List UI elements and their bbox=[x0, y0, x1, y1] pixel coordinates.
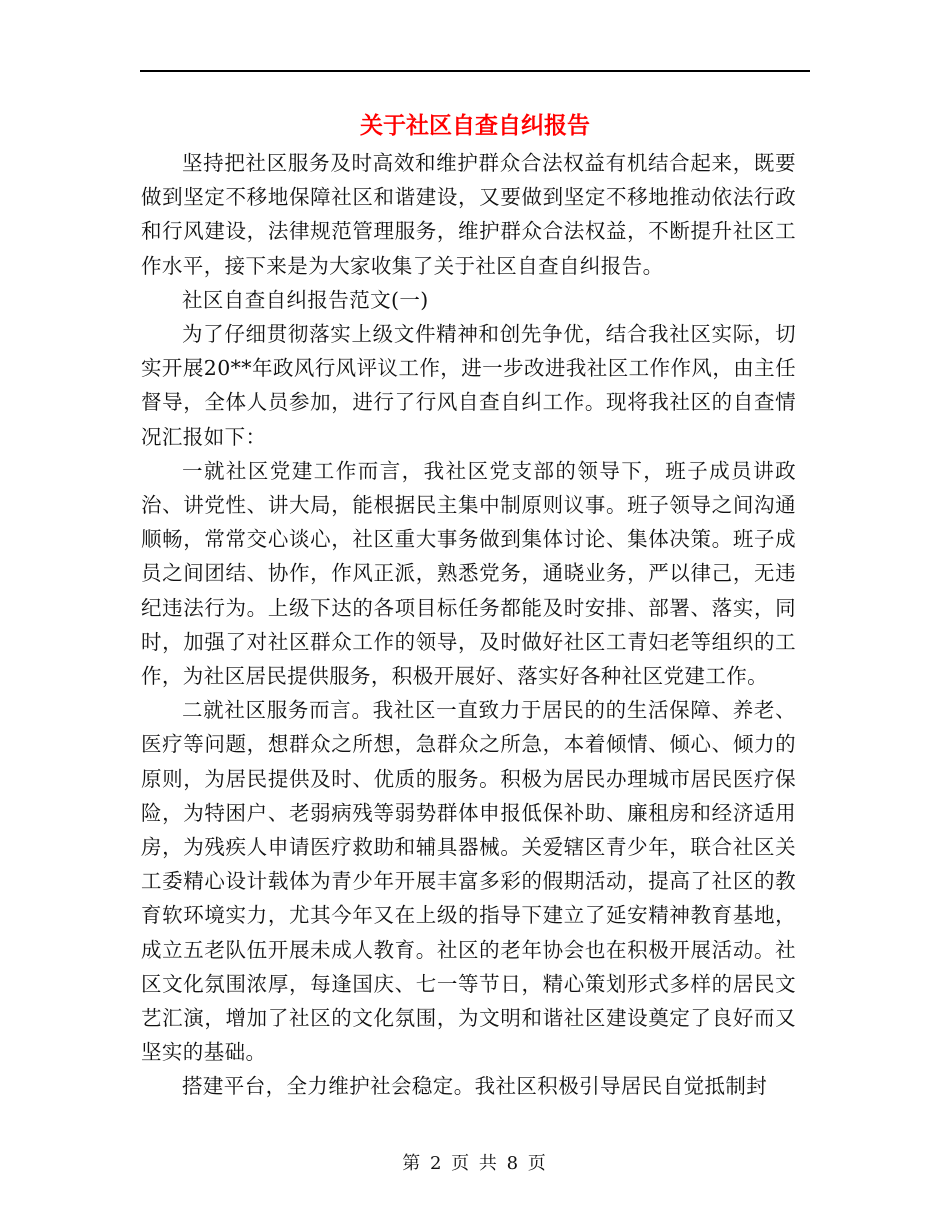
paragraph-party-building: 一就社区党建工作而言，我社区党支部的领导下，班子成员讲政治、讲党性、讲大局，能根据民主集中制原则议事。班子领导之间沟通顺畅，常常交心谈心，社区重大事务做到集体讨论、集体决策。班子成员之间团结、协作，作风正派，熟悉党务，通晓业务，严以律己，无违纪违法行为。上级下达的各项目标任务都能及时安排、部署、落实，同时，加强了对社区群众工作的领导，及时做好社区工青妇老等组织的工作，为社区居民提供服务，积极开展好、落实好各种社区党建工作。 bbox=[141, 458, 796, 689]
page-number-footer: 第 2 页 共 8 页 bbox=[402, 1153, 548, 1174]
header-rule bbox=[140, 70, 810, 72]
document-body bbox=[141, 146, 796, 1104]
paragraph-intro: 坚持把社区服务及时高效和维护群众合法权益有机结合起来，既要做到坚定不移地保障社区和谐建设，又要做到坚定不移地推动依法行政和行风建设，法律规范管理服务，维护群众合法权益，不断提升社区工作水平，接下来是为大家收集了关于社区自查自纠报告。 bbox=[141, 151, 796, 278]
document-title: 关于社区自查自纠报告 bbox=[360, 113, 590, 139]
paragraph-stability: 搭建平台，全力维护社会稳定。我社区积极引导居民自觉抵制封 bbox=[182, 1074, 768, 1099]
paragraph-subtitle: 社区自查自纠报告范文(一) bbox=[182, 287, 429, 312]
paragraph-community-service: 二就社区服务而言。我社区一直致力于居民的的生活保障、养老、医疗等问题，想群众之所想，急群众之所急，本着倾情、倾心、倾力的原则，为居民提供及时、优质的服务。积极为居民办理城市居民医疗保险，为特困户、老弱病残等弱势群体申报低保补助、廉租房和经济适用房，为残疾人申请医疗救助和辅具器械。关爱辖区青少年，联合社区关工委精心设计载体为青少年开展丰富多彩的假期活动，提高了社区的教育软环境实力，尤其今年又在上级的指导下建立了延安精神教育基地，成立五老队伍开展未成人教育。社区的老年协会也在积极开展活动。社区文化氛围浓厚，每逢国庆、七一等节日，精心策划形式多样的居民文艺汇演，增加了社区的文化氛围，为文明和谐社区建设奠定了良好而又坚实的基础。 bbox=[141, 698, 796, 1065]
paragraph-overview: 为了仔细贯彻落实上级文件精神和创先争优，结合我社区实际，切实开展20**年政风行风评议工作，进一步改进我社区工作作风，由主任督导，全体人员参加，进行了行风自查自纠工作。现将我社区的自查情况汇报如下： bbox=[141, 322, 796, 449]
